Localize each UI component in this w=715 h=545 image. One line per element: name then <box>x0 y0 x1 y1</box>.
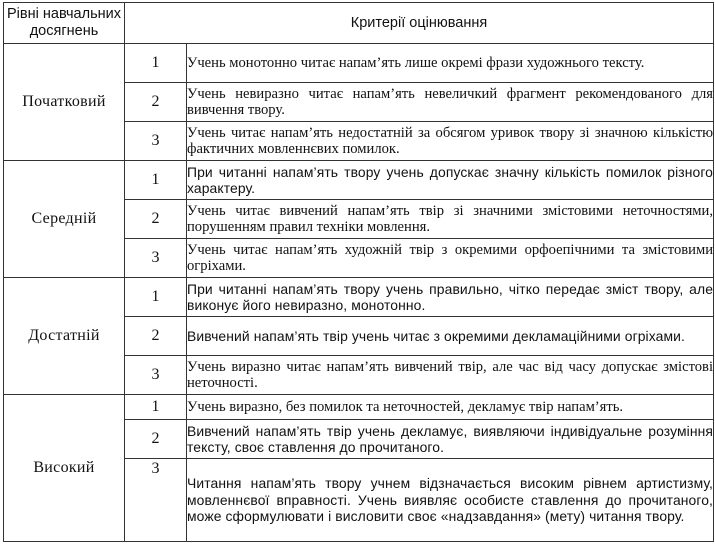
criterion-text: Читання напам’ять твору учнем відзначається високим рівнем артистизму, мовленнєвої вправності. Учень виявляє особисте ставлення до прочитаного, може сформулювати і висловити своє «надзавдання» (мету) читання твору. <box>187 459 714 542</box>
level-sufficient: Достатній <box>4 278 125 395</box>
criterion-text: При читанні напам’ять твору учень правильно, чітко передає зміст твору, але виконує його невиразно, монотонно. <box>187 278 714 317</box>
table-header-row <box>4 3 714 44</box>
score-number: 2 <box>125 317 187 356</box>
header-criteria: Критерії оцінювання <box>125 3 714 44</box>
score-number: 2 <box>125 420 187 459</box>
criterion-text: Вивчений напам’ять твір учень читає з окремими декламаційними огріхами. <box>187 317 714 356</box>
criterion-text: Учень невиразно читає напам’ять невеличкий фрагмент рекомендованого для вивчення твору. <box>187 83 714 122</box>
level-initial: Початковий <box>4 44 125 161</box>
table-row <box>4 395 714 420</box>
score-number: 3 <box>125 122 187 161</box>
criterion-text: Учень виразно, без помилок та неточностей, декламує твір напам’ять. <box>187 395 714 420</box>
table-row <box>4 161 714 200</box>
table-row <box>4 44 714 83</box>
criterion-text: Учень читає напам’ять художній твір з окремими орфоепічними та змістовими огріхами. <box>187 239 714 278</box>
criterion-text: Вивчений напам’ять твір учень декламує, виявляючи індивідуальне розуміння тексту, своє ставлення до прочитаного. <box>187 420 714 459</box>
table-row <box>4 278 714 317</box>
score-number: 3 <box>125 459 187 542</box>
criterion-text: При читанні напам’ять твору учень допускає значну кількість помилок різного характеру. <box>187 161 714 200</box>
header-levels: Рівні навчальних досягнень <box>4 3 125 44</box>
score-number: 2 <box>125 200 187 239</box>
criterion-text: Учень читає напам’ять недостатній за обсягом уривок твору зі значною кількістю фактичних мовленнєвих помилок. <box>187 122 714 161</box>
score-number: 2 <box>125 83 187 122</box>
level-intermediate: Середній <box>4 161 125 278</box>
level-high: Високий <box>4 395 125 542</box>
score-number: 1 <box>125 161 187 200</box>
score-number: 3 <box>125 239 187 278</box>
criterion-text: Учень виразно читає напам’ять вивчений твір, але час від часу допускає змістові неточності. <box>187 356 714 395</box>
score-number: 1 <box>125 395 187 420</box>
assessment-criteria-table <box>3 2 714 542</box>
criterion-text: Учень читає вивчений напам’ять твір зі значними змістовими неточностями, порушенням правил техніки мовлення. <box>187 200 714 239</box>
score-number: 3 <box>125 356 187 395</box>
score-number: 1 <box>125 278 187 317</box>
criterion-text: Учень монотонно читає напам’ять лише окремі фрази художнього тексту. <box>187 44 714 83</box>
score-number: 1 <box>125 44 187 83</box>
